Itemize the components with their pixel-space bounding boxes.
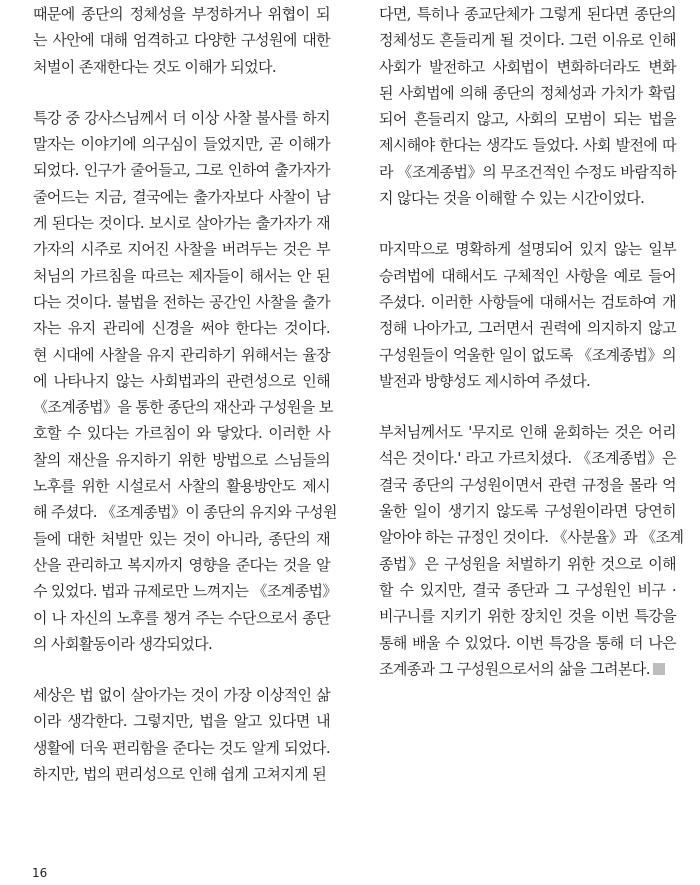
text-line: 생활에 더욱 편리함을 준다는 것도 알게 되었다.	[33, 738, 330, 757]
text-line: 마지막으로 명확하게 설명되어 있지 않는 일부	[379, 240, 676, 259]
text-line: 되었다. 인구가 줄어들고, 그로 인하여 출가자가	[33, 161, 330, 180]
text-line: 구성원들이 억울한 일이 없도록 《조계종법》의	[379, 345, 676, 364]
text-line: 석은 것이다.' 라고 가르치셨다. 《조계종법》은	[379, 449, 676, 468]
text-line: 줄어드는 지금, 결국에는 출가자보다 사찰이 남	[33, 187, 330, 206]
text-line: 자는 유지 관리에 신경을 써야 한다는 것이다.	[33, 319, 330, 338]
text-line: 들에 대한 처벌만 있는 것이 아니라, 종단의 재	[33, 529, 330, 548]
left-text-column	[33, 1, 337, 812]
paragraph	[33, 1, 330, 80]
text-line: 는 사안에 대해 엄격하고 다양한 구성원에 대한	[33, 31, 330, 50]
paragraph	[379, 1, 676, 211]
text-line: 에 나타나지 않는 사회법과의 관련성으로 인해	[33, 371, 330, 390]
text-line: 종법》은 구성원을 처벌하기 위한 것으로 이해	[379, 554, 676, 573]
text-line: 처벌이 존재한다는 것도 이해가 되었다.	[33, 57, 277, 76]
text-line: 다면, 특히나 종교단체가 그렇게 된다면 종단의	[379, 5, 676, 23]
paragraph	[379, 236, 676, 394]
text-line: 하지만, 법의 편리성으로 인해 쉽게 고쳐지게 된	[33, 765, 327, 784]
text-line: 말자는 이야기에 의구심이 들었지만, 곧 이해가	[33, 135, 330, 154]
text-line: 《조계종법》을 통한 종단의 재산과 구성원을 보	[33, 398, 333, 417]
text-line: 노후를 위한 시설로서 사찰의 활용방안도 제시	[33, 477, 330, 496]
text-line: 의 사회활동이라 생각되었다.	[33, 634, 213, 653]
text-line: 통해 배울 수 있었다. 이번 특강을 통해 더 나은	[379, 633, 676, 652]
end-of-article-mark	[653, 663, 665, 675]
paragraph	[379, 419, 684, 682]
text-line: 조계종과 그 구성원으로서의 삶을 그려본다.	[379, 656, 676, 682]
text-line: 게 된다는 것이다. 보시로 살아가는 출가자가 재	[33, 214, 330, 233]
text-line: 된 사회법에 의해 종단의 정체성과 가치가 확립	[379, 83, 676, 102]
text-line: 지 않다는 것을 이해할 수 있는 시간이었다.	[379, 189, 645, 208]
right-text-column	[379, 1, 684, 707]
text-line: 주셨다. 이러한 사항들에 대해서는 검토하여 개	[379, 292, 676, 311]
text-line: 되어 흔들리지 않고, 사회의 모범이 되는 법을	[379, 110, 676, 129]
text-line: 이 나 자신의 노후를 챙겨 주는 수단으로서 종단	[33, 608, 330, 627]
text-line: 현 시대에 사찰을 유지 관리하기 위해서는 율장	[33, 345, 330, 364]
text-line: 사회가 발전하고 사회법이 변화하더라도 변화	[379, 57, 676, 76]
text-line: 부처님께서도 '무지로 인해 윤회하는 것은 어리	[379, 423, 676, 442]
text-line: 발전과 방향성도 제시하여 주셨다.	[379, 371, 591, 390]
text-line: 다는 것이다. 불법을 전하는 공간인 사찰을 출가	[33, 292, 330, 311]
text-line: 산을 관리하고 복지까지 영향을 준다는 것을 알	[33, 555, 330, 574]
text-line: 처님의 가르침을 따르는 제자들이 해서는 안 된	[33, 266, 330, 285]
text-line: 해 주셨다. 《조계종법》이 종단의 유지와 구성원	[33, 503, 337, 522]
text-line: 정해 나아가고, 그러면서 권력에 의지하지 않고	[379, 319, 676, 338]
text-line: 울한 일이 생기지 않도록 구성원이라면 당연히	[379, 502, 676, 521]
text-line: 승려법에 대해서도 구체적인 사항을 예로 들어	[379, 266, 676, 285]
paragraph	[33, 105, 337, 657]
text-line: 호할 수 있다는 가르침이 와 닿았다. 이러한 사	[33, 424, 330, 443]
text-line: 라 《조계종법》의 무조건적인 수정도 바람직하	[379, 162, 676, 181]
text-line: 세상은 법 없이 살아가는 것이 가장 이상적인 삶	[33, 686, 330, 705]
text-line: 제시해야 한다는 생각도 들었다. 사회 발전에 따	[379, 136, 676, 155]
text-line: 이라 생각한다. 그렇지만, 법을 알고 있다면 내	[33, 712, 330, 731]
text-line: 결국 종단의 구성원이면서 관련 규정을 몰라 억	[379, 475, 676, 494]
text-line: 알아야 하는 규정인 것이다. 《사분율》과 《조계	[379, 528, 684, 547]
text-line: 할 수 있지만, 결국 종단과 그 구성원인 비구 ·	[379, 580, 676, 599]
page-number: 16	[32, 866, 48, 880]
paragraph	[33, 682, 330, 787]
text-line: 때문에 종단의 정체성을 부정하거나 위협이 되	[33, 5, 330, 23]
text-line: 정체성도 흔들리게 될 것이다. 그런 이유로 인해	[379, 31, 676, 50]
text-line: 수 있었다. 법과 규제로만 느껴지는 《조계종법》	[33, 582, 337, 601]
text-line: 찰의 재산을 유지하기 위한 방법으로 스님들의	[33, 450, 330, 469]
text-line: 특강 중 강사스님께서 더 이상 사찰 불사를 하지	[33, 108, 330, 127]
text-line: 비구니를 지키기 위한 장치인 것을 이번 특강을	[379, 607, 676, 626]
text-line: 가자의 시주로 지어진 사찰을 버려두는 것은 부	[33, 240, 330, 259]
